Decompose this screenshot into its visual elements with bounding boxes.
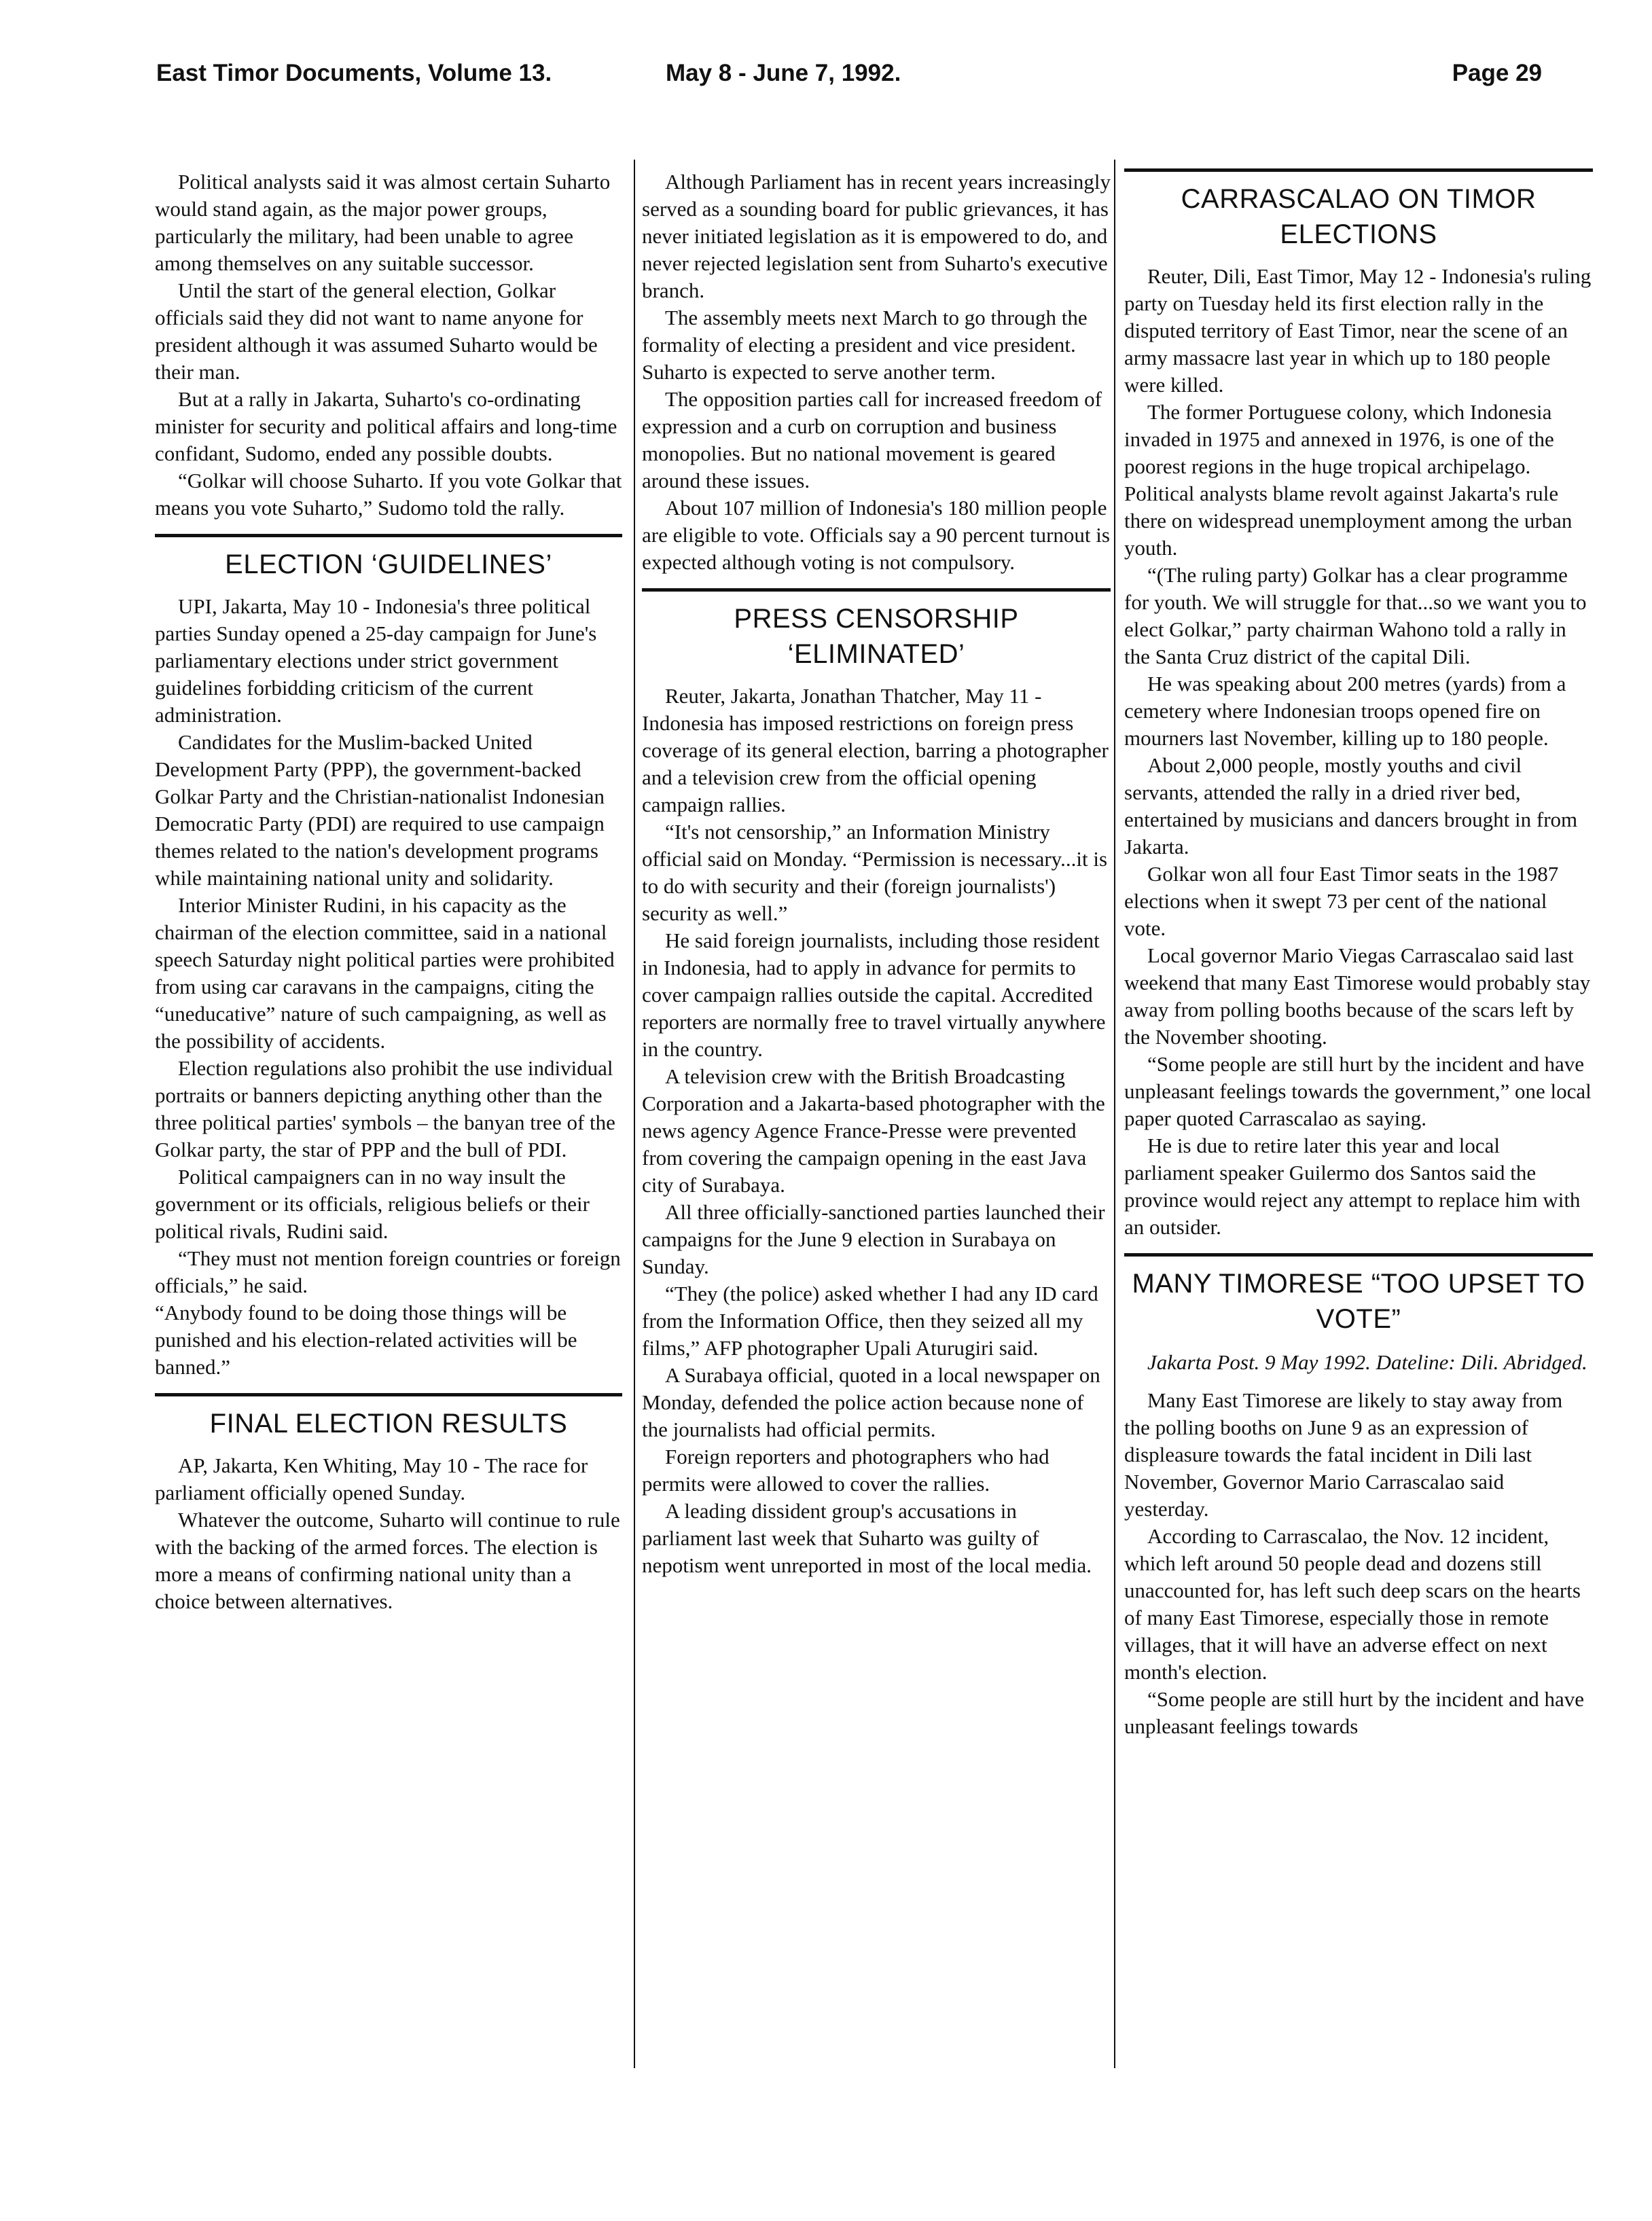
article-paragraph: “Some people are still hurt by the incident and have unpleasant feelings towards bbox=[1124, 1687, 1585, 1738]
article-paragraph: Election regulations also prohibit the use individual portraits or banners depicting anything other than the three political parties' symbols – the banyan tree of the Golkar party, the star of PPP and the bull of PDI. bbox=[155, 1056, 615, 1161]
article-paragraph: A Surabaya official, quoted in a local newspaper on Monday, defended the police action because none of the journalists had official permits. bbox=[642, 1363, 1100, 1441]
article-paragraph: He said foreign journalists, including those resident in Indonesia, had to apply in advance for permits to cover campaign rallies outside the capital. Accredited reporters are normally free to travel virtually anywhere in the country. bbox=[642, 928, 1106, 1061]
column-3 bbox=[1124, 168, 1593, 1740]
article-paragraph: He is due to retire later this year and local parliament speaker Guilermo dos Santos said the province would reject any attempt to replace him with an outsider. bbox=[1124, 1134, 1581, 1239]
section-heading: ELECTION ‘GUIDELINES’ bbox=[155, 534, 622, 582]
article-paragraph: Reuter, Dili, East Timor, May 12 - Indonesia's ruling party on Tuesday held its first election rally in the disputed territory of East Timor, near the scene of an army massacre last year in which up to 180 people were killed. bbox=[1124, 264, 1592, 397]
article-paragraph: Foreign reporters and photographers who had permits were allowed to cover the rallies. bbox=[642, 1445, 1049, 1496]
article-paragraph: UPI, Jakarta, May 10 - Indonesia's three political parties Sunday opened a 25-day campaign for June's parliamentary elections under strict government guidelines forbidding criticism of the current administration. bbox=[155, 594, 597, 727]
article-paragraph: “They (the police) asked whether I had any ID card from the Information Office, then they seized all my films,” AFP photographer Upali Aturugiri said. bbox=[642, 1282, 1098, 1360]
section-heading: MANY TIMORESE “TOO UPSET TO VOTE” bbox=[1124, 1253, 1593, 1337]
article-paragraph: Political campaigners can in no way insult the government or its officials, religious beliefs or their political rivals, Rudini said. bbox=[155, 1165, 590, 1243]
article-paragraph: “Some people are still hurt by the incident and have unpleasant feelings towards the government,” one local paper quoted Carrascalao as saying. bbox=[1124, 1052, 1592, 1130]
article-paragraph: Whatever the outcome, Suharto will continue to rule with the backing of the armed forces. The election is more a means of confirming national unity than a choice between alternatives. bbox=[155, 1508, 620, 1613]
article-paragraph: Interior Minister Rudini, in his capacity as the chairman of the election committee, said in a national speech Saturday night political parties were prohibited from using car caravans in the campaigns, citing the “uneducative” nature of such campaigning, as well as the possibility of accidents. bbox=[155, 893, 615, 1053]
article-paragraph: He was speaking about 200 metres (yards) from a cemetery where Indonesian troops opened fire on mourners last November, killing up to 180 people. bbox=[1124, 672, 1566, 750]
article-paragraph: “It's not censorship,” an Information Ministry official said on Monday. “Permission is necessary...it is to do with security and their (foreign journalists') security as well.” bbox=[642, 820, 1108, 925]
article-paragraph: Political analysts said it was almost certain Suharto would stand again, as the major power groups, particularly the military, had been unable to agree among themselves on any suitable successor. bbox=[155, 170, 611, 275]
article-paragraph: “Golkar will choose Suharto. If you vote Golkar that means you vote Suharto,” Sudomo told the rally. bbox=[155, 469, 622, 520]
column-2 bbox=[642, 168, 1111, 1579]
article-paragraph: The assembly meets next March to go through the formality of electing a president and vice president. Suharto is expected to serve another term. bbox=[642, 306, 1088, 384]
article-paragraph: About 2,000 people, mostly youths and civil servants, attended the rally in a dried river bed, entertained by musicians and dancers brought in from Jakarta. bbox=[1124, 753, 1578, 859]
article-paragraph: AP, Jakarta, Ken Whiting, May 10 - The race for parliament officially opened Sunday. bbox=[155, 1453, 588, 1504]
section-heading: CARRASCALAO ON TIMOR ELECTIONS bbox=[1124, 168, 1593, 252]
article-paragraph: About 107 million of Indonesia's 180 million people are eligible to vote. Officials say a 90 percent turnout is expected although voting is not compulsory. bbox=[642, 496, 1110, 574]
article-paragraph: “Anybody found to be doing those things will be punished and his election-related activities will be banned.” bbox=[155, 1301, 577, 1379]
article-paragraph: “(The ruling party) Golkar has a clear programme for youth. We will struggle for that...so we want you to elect Golkar,” party chairman Wahono told a rally in the Santa Cruz district of the capital Dili. bbox=[1124, 563, 1587, 668]
article-paragraph: But at a rally in Jakarta, Suharto's co-ordinating minister for security and political affairs and long-time confidant, Sudomo, ended any possible doubts. bbox=[155, 387, 617, 465]
article-paragraph: Candidates for the Muslim-backed United Development Party (PPP), the government-backed Golkar Party and the Christian-nationalist Indonesian Democratic Party (PDI) are required to use campaign themes related to the nation's development programs while maintaining national unity and solidarity. bbox=[155, 730, 605, 890]
article-paragraph: Many East Timorese are likely to stay away from the polling booths on June 9 as an expression of displeasure towards the fatal incident in Dili last November, Governor Mario Carrascalao said yesterday. bbox=[1124, 1388, 1563, 1521]
page-number: Page 29 bbox=[1452, 60, 1542, 86]
section-heading: FINAL ELECTION RESULTS bbox=[155, 1393, 622, 1441]
date-range: May 8 - June 7, 1992. bbox=[666, 60, 901, 86]
article-paragraph: Although Parliament has in recent years increasingly served as a sounding board for public grievances, it has never initiated legislation as it is empowered to do, and never rejected legislation sent from Suharto's executive branch. bbox=[642, 170, 1111, 302]
column-1 bbox=[155, 168, 622, 1615]
source-line: Jakarta Post. 9 May 1992. Dateline: Dili. Abridged. bbox=[1147, 1350, 1587, 1374]
article-paragraph: A leading dissident group's accusations in parliament last week that Suharto was guilty of nepotism went unreported in most of the local media. bbox=[642, 1499, 1092, 1577]
article-paragraph: The opposition parties call for increased freedom of expression and a curb on corruption and business monopolies. But no national movement is geared around these issues. bbox=[642, 387, 1102, 492]
article-paragraph: Golkar won all four East Timor seats in the 1987 elections when it swept 73 per cent of the national vote. bbox=[1124, 862, 1559, 940]
article-paragraph: Local governor Mario Viegas Carrascalao said last weekend that many East Timorese would probably stay away from polling booths because of the scars left by the November shooting. bbox=[1124, 943, 1591, 1049]
article-paragraph: According to Carrascalao, the Nov. 12 incident, which left around 50 people dead and dozens still unaccounted for, has left such deep scars on the hearts of many East Timorese, especially those in remote villages, that it will have an adverse effect on next month's election. bbox=[1124, 1524, 1581, 1684]
article-paragraph: Reuter, Jakarta, Jonathan Thatcher, May 11 - Indonesia has imposed restrictions on foreign press coverage of its general election, barring a photographer and a television crew from the official opening campaign rallies. bbox=[642, 684, 1109, 816]
column-divider bbox=[634, 160, 635, 2068]
column-divider bbox=[1114, 160, 1115, 2068]
article-paragraph: “They must not mention foreign countries or foreign officials,” he said. bbox=[155, 1246, 621, 1297]
publication-title: East Timor Documents, Volume 13. bbox=[156, 60, 552, 86]
section-heading: PRESS CENSORSHIP ‘ELIMINATED’ bbox=[642, 588, 1111, 672]
article-paragraph: The former Portuguese colony, which Indonesia invaded in 1975 and annexed in 1976, is one of the poorest regions in the huge tropical archipelago. Political analysts blame revolt against Jakarta's rule there on widespread unemployment among the urban youth. bbox=[1124, 400, 1573, 560]
article-paragraph: All three officially-sanctioned parties launched their campaigns for the June 9 election in Surabaya on Sunday. bbox=[642, 1200, 1105, 1278]
article-paragraph: A television crew with the British Broadcasting Corporation and a Jakarta-based photographer with the news agency Agence France-Presse were prevented from covering the campaign opening in the east Java city of Surabaya. bbox=[642, 1064, 1105, 1197]
article-paragraph: Until the start of the general election, Golkar officials said they did not want to name anyone for president although it was assumed Suharto would be their man. bbox=[155, 278, 598, 384]
page-header bbox=[156, 60, 1542, 101]
